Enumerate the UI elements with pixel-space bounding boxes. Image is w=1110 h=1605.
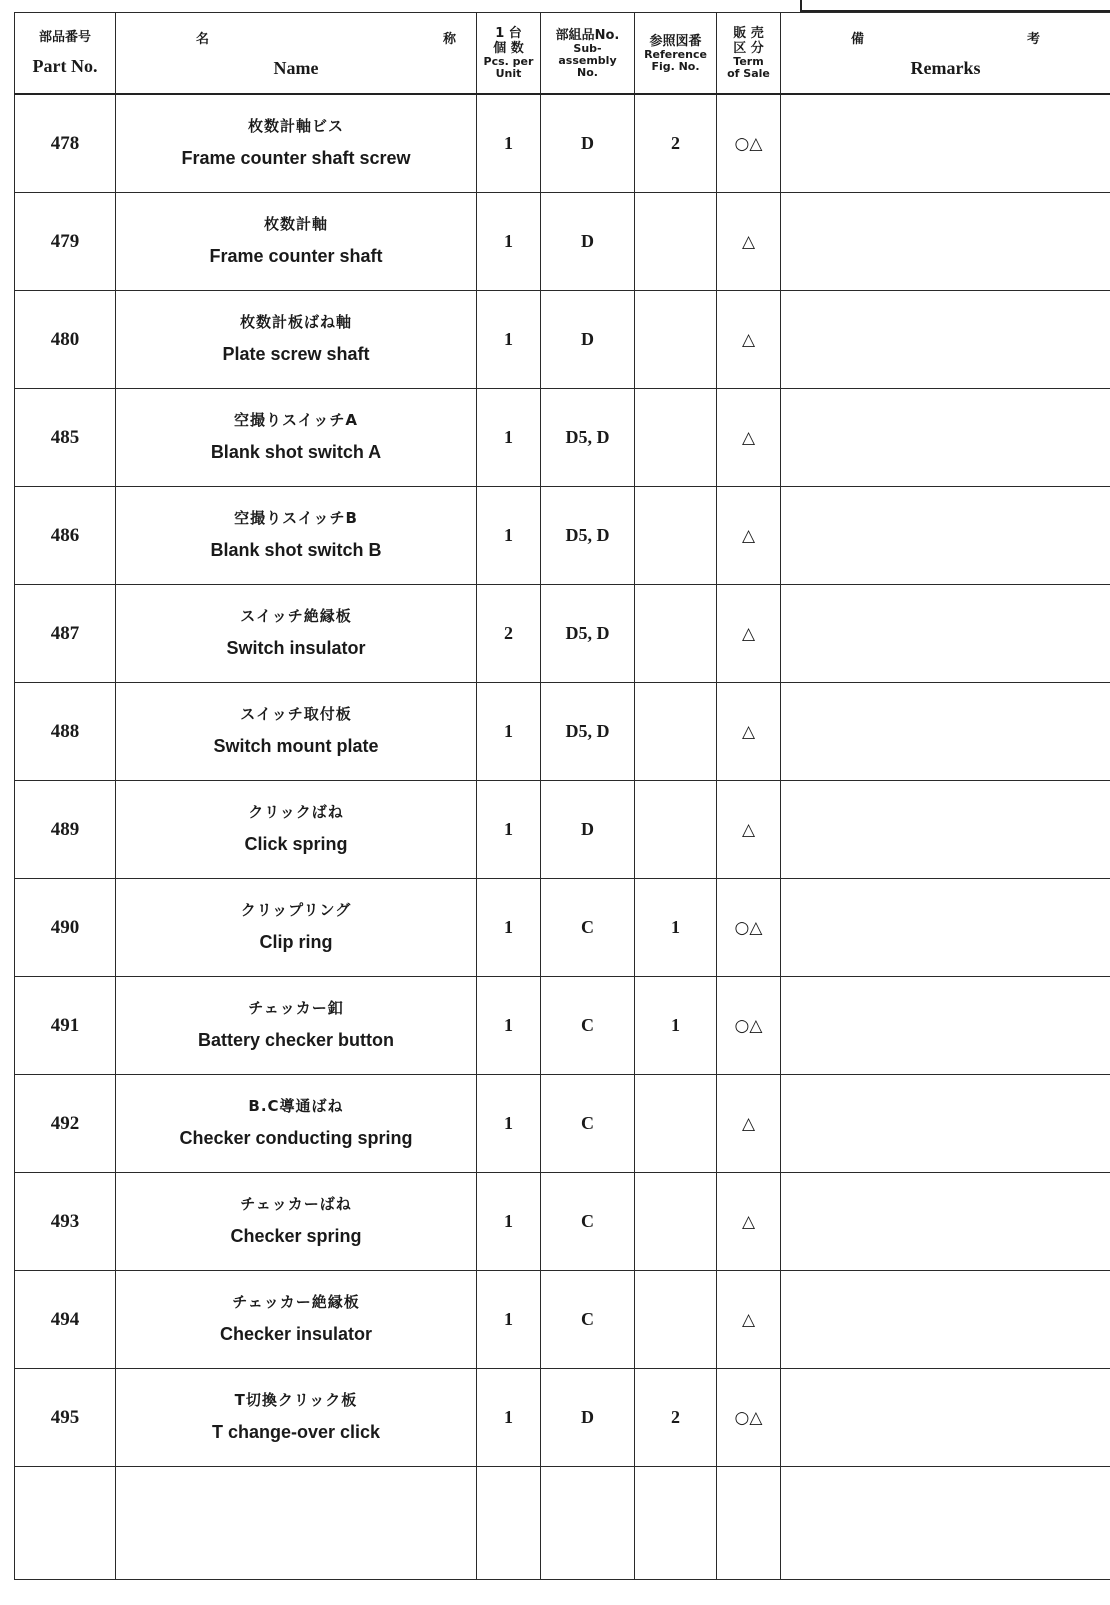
subassembly-cell <box>541 291 635 389</box>
pcs-cell <box>477 879 541 977</box>
pcs-per-unit: 1 <box>504 231 513 251</box>
pcs-per-unit: 1 <box>504 1015 513 1035</box>
part-no: 490 <box>50 916 80 938</box>
name-cell <box>116 193 477 291</box>
pcs-per-unit: 1 <box>504 1211 513 1231</box>
subassembly-cell <box>541 781 635 879</box>
term-of-sale: ○△ <box>734 133 763 154</box>
name-cell <box>116 1369 477 1467</box>
reference-cell <box>635 977 717 1075</box>
pcs-per-unit: 1 <box>504 1309 513 1329</box>
subassembly-no: D <box>581 133 594 153</box>
table-row <box>15 1075 1110 1173</box>
subassembly-no: C <box>581 1015 594 1035</box>
subassembly-no: D <box>581 231 594 251</box>
col-header-reference <box>635 13 717 95</box>
remarks-cell <box>781 389 1110 487</box>
term-of-sale: △ <box>741 721 756 742</box>
part-name-jp: 枚数計軸 <box>263 214 328 233</box>
part-no-cell <box>15 389 116 487</box>
name-header-en: Name <box>273 57 319 78</box>
name-cell <box>116 291 477 389</box>
table-row <box>15 389 1110 487</box>
remarks-cell <box>781 94 1110 193</box>
reference-cell <box>635 879 717 977</box>
table-row <box>15 1271 1110 1369</box>
sub-header-jp: 部組品No. <box>555 27 620 43</box>
parts-table <box>14 12 1110 1580</box>
pcs-per-unit: 1 <box>504 1407 513 1427</box>
reference-cell <box>635 1369 717 1467</box>
pcs-cell <box>477 585 541 683</box>
part-name-en: Frame counter shaft screw <box>181 147 411 168</box>
part-name-jp: T切換クリック板 <box>234 1390 358 1409</box>
reference-cell <box>635 487 717 585</box>
part-no-header-en: Part No. <box>32 55 98 76</box>
col-header-pcs <box>477 13 541 95</box>
subassembly-no: D <box>581 329 594 349</box>
remarks-header-jp-2: 考 <box>1026 31 1040 47</box>
part-no: 488 <box>50 720 80 742</box>
sale-header-jp-2: 区 分 <box>733 41 764 56</box>
part-name-en: Checker insulator <box>219 1323 373 1344</box>
name-cell <box>116 977 477 1075</box>
table-row <box>15 487 1110 585</box>
subassembly-no: D5, D <box>565 721 610 741</box>
subassembly-no: D <box>581 1407 594 1427</box>
term-of-sale-cell <box>717 879 781 977</box>
part-name-en: T change-over click <box>211 1421 381 1442</box>
reference-cell <box>635 1075 717 1173</box>
header-row <box>15 13 1110 95</box>
reference-fig-no: 1 <box>671 917 680 937</box>
term-of-sale-cell <box>717 1075 781 1173</box>
subassembly-no: D <box>581 819 594 839</box>
name-cell <box>116 879 477 977</box>
part-name-en: Blank shot switch A <box>210 441 382 462</box>
term-of-sale: △ <box>741 329 756 350</box>
subassembly-no: C <box>581 1113 594 1133</box>
sale-header-en-1: Term <box>733 55 764 68</box>
pcs-cell <box>477 683 541 781</box>
remarks-cell <box>781 291 1110 389</box>
part-name-en: Blank shot switch B <box>210 539 382 560</box>
table-row <box>15 781 1110 879</box>
name-cell <box>116 585 477 683</box>
pcs-header-en-2: Unit <box>495 67 522 80</box>
name-cell <box>116 94 477 193</box>
reference-cell <box>635 585 717 683</box>
remarks-header-jp <box>781 28 1110 47</box>
remarks-cell <box>781 1369 1110 1467</box>
term-of-sale-cell <box>717 389 781 487</box>
term-of-sale-cell <box>717 585 781 683</box>
term-of-sale: △ <box>741 231 756 252</box>
empty-cell <box>635 1467 717 1580</box>
empty-cell <box>717 1467 781 1580</box>
part-name-jp: 枚数計軸ビス <box>247 116 344 135</box>
term-of-sale-cell <box>717 291 781 389</box>
col-header-remarks <box>781 13 1110 95</box>
part-name-jp: スイッチ取付板 <box>240 704 352 723</box>
term-of-sale-cell <box>717 977 781 1075</box>
name-header-jp <box>116 28 476 47</box>
part-no: 485 <box>50 426 80 448</box>
term-of-sale: ○△ <box>734 1015 763 1036</box>
part-no: 493 <box>50 1210 80 1232</box>
pcs-cell <box>477 1369 541 1467</box>
remarks-cell <box>781 487 1110 585</box>
pcs-cell <box>477 389 541 487</box>
name-cell <box>116 389 477 487</box>
reference-cell <box>635 94 717 193</box>
parts-table-body <box>15 94 1110 1580</box>
remarks-cell <box>781 683 1110 781</box>
name-cell <box>116 683 477 781</box>
col-header-subassembly <box>541 13 635 95</box>
part-no: 478 <box>50 132 80 154</box>
part-no-cell <box>15 487 116 585</box>
remarks-cell <box>781 1075 1110 1173</box>
subassembly-no: C <box>581 1211 594 1231</box>
subassembly-cell <box>541 585 635 683</box>
remarks-header-jp-1: 備 <box>851 31 865 47</box>
empty-cell <box>541 1467 635 1580</box>
pcs-per-unit: 1 <box>504 329 513 349</box>
part-name-en: Checker conducting spring <box>179 1127 413 1148</box>
subassembly-no: D5, D <box>565 427 610 447</box>
part-name-jp: 空撮りスイッチA <box>233 410 358 429</box>
pcs-cell <box>477 1173 541 1271</box>
empty-cell <box>116 1467 477 1580</box>
subassembly-cell <box>541 879 635 977</box>
reference-fig-no: 1 <box>671 1015 680 1035</box>
term-of-sale-cell <box>717 781 781 879</box>
name-cell <box>116 1075 477 1173</box>
empty-cell <box>781 1467 1110 1580</box>
ref-header-en-1: Reference <box>644 47 707 61</box>
part-name-en: Click spring <box>244 833 348 854</box>
part-name-jp: クリップリング <box>240 900 352 919</box>
table-row <box>15 1369 1110 1467</box>
part-name-en: Battery checker button <box>197 1029 395 1050</box>
part-no-cell <box>15 879 116 977</box>
part-no-cell <box>15 1369 116 1467</box>
reference-cell <box>635 291 717 389</box>
col-header-part-no <box>15 13 116 95</box>
empty-cell <box>15 1467 116 1580</box>
part-no: 486 <box>50 524 80 546</box>
sale-header-jp-1: 販 売 <box>733 26 764 41</box>
term-of-sale-cell <box>717 1369 781 1467</box>
pcs-cell <box>477 291 541 389</box>
part-no: 492 <box>50 1112 80 1134</box>
table-row <box>15 879 1110 977</box>
reference-fig-no: 2 <box>671 1407 680 1427</box>
ref-header-en-2: Fig. No. <box>651 59 700 73</box>
remarks-header-en: Remarks <box>910 57 981 78</box>
remarks-cell <box>781 977 1110 1075</box>
part-no-cell <box>15 781 116 879</box>
subassembly-no: D5, D <box>565 525 610 545</box>
subassembly-cell <box>541 977 635 1075</box>
part-no: 480 <box>50 328 80 350</box>
remarks-cell <box>781 585 1110 683</box>
pcs-header-jp-1: 1 台 <box>495 26 522 41</box>
sub-header-en-3: No. <box>577 65 598 79</box>
remarks-cell <box>781 879 1110 977</box>
pcs-cell <box>477 1075 541 1173</box>
pcs-per-unit: 1 <box>504 917 513 937</box>
term-of-sale: ○△ <box>734 917 763 938</box>
pcs-cell <box>477 977 541 1075</box>
pcs-per-unit: 1 <box>504 721 513 741</box>
reference-cell <box>635 1271 717 1369</box>
pcs-cell <box>477 781 541 879</box>
term-of-sale-cell <box>717 683 781 781</box>
pcs-header-jp-2: 個 数 <box>493 41 524 56</box>
part-name-en: Checker spring <box>230 1225 362 1246</box>
sub-header-en-1: Sub- <box>573 41 602 55</box>
part-no-header-jp: 部品番号 <box>38 29 91 45</box>
pcs-header-en-1: Pcs. per <box>483 55 534 68</box>
term-of-sale: △ <box>741 1309 756 1330</box>
reference-cell <box>635 1173 717 1271</box>
name-cell <box>116 781 477 879</box>
term-of-sale-cell <box>717 487 781 585</box>
remarks-cell <box>781 193 1110 291</box>
subassembly-cell <box>541 487 635 585</box>
part-no-cell <box>15 1173 116 1271</box>
pcs-per-unit: 1 <box>504 133 513 153</box>
name-cell <box>116 487 477 585</box>
part-name-jp: 空撮りスイッチB <box>234 508 358 527</box>
term-of-sale: △ <box>741 1113 756 1134</box>
part-name-jp: チェッカー絶縁板 <box>232 1292 360 1311</box>
part-name-jp: チェッカー釦 <box>248 998 344 1017</box>
sub-header-en-2: assembly <box>558 53 617 67</box>
term-of-sale: △ <box>741 819 756 840</box>
term-of-sale-cell <box>717 1173 781 1271</box>
part-name-en: Frame counter shaft <box>209 245 383 266</box>
table-row <box>15 291 1110 389</box>
part-no: 494 <box>50 1308 80 1330</box>
reference-cell <box>635 389 717 487</box>
name-cell <box>116 1173 477 1271</box>
table-row <box>15 585 1110 683</box>
remarks-cell <box>781 781 1110 879</box>
subassembly-no: D5, D <box>565 623 610 643</box>
part-no-cell <box>15 1075 116 1173</box>
subassembly-cell <box>541 193 635 291</box>
term-of-sale: ○△ <box>734 1407 763 1428</box>
pcs-per-unit: 1 <box>504 525 513 545</box>
part-name-jp: 枚数計板ばね軸 <box>239 312 352 331</box>
part-no-cell <box>15 585 116 683</box>
term-of-sale: △ <box>741 623 756 644</box>
name-cell <box>116 1271 477 1369</box>
part-no: 491 <box>50 1014 80 1036</box>
pcs-cell <box>477 94 541 193</box>
pcs-cell <box>477 487 541 585</box>
subassembly-cell <box>541 1369 635 1467</box>
term-of-sale-cell <box>717 193 781 291</box>
name-header-jp-1: 名 <box>196 31 210 47</box>
part-name-en: Plate screw shaft <box>222 343 370 364</box>
col-header-name <box>116 13 477 95</box>
remarks-cell <box>781 1271 1110 1369</box>
pcs-per-unit: 1 <box>504 427 513 447</box>
part-no: 495 <box>50 1406 80 1428</box>
pcs-per-unit: 1 <box>504 1113 513 1133</box>
part-no-cell <box>15 94 116 193</box>
name-header-jp-2: 称 <box>442 31 456 47</box>
reference-cell <box>635 193 717 291</box>
part-no: 487 <box>50 622 80 644</box>
part-name-en: Switch insulator <box>226 637 366 658</box>
term-of-sale-cell <box>717 94 781 193</box>
ref-header-jp: 参照図番 <box>649 33 702 49</box>
term-of-sale: △ <box>741 427 756 448</box>
remarks-cell <box>781 1173 1110 1271</box>
empty-table-row <box>15 1467 1110 1580</box>
term-of-sale: △ <box>741 525 756 546</box>
subassembly-cell <box>541 1173 635 1271</box>
part-no-cell <box>15 977 116 1075</box>
reference-fig-no: 2 <box>671 133 680 153</box>
subassembly-cell <box>541 1075 635 1173</box>
part-no-cell <box>15 291 116 389</box>
term-of-sale: △ <box>741 1211 756 1232</box>
reference-cell <box>635 683 717 781</box>
pcs-per-unit: 1 <box>504 819 513 839</box>
table-row <box>15 193 1110 291</box>
pcs-cell <box>477 1271 541 1369</box>
subassembly-cell <box>541 1271 635 1369</box>
subassembly-no: C <box>581 1309 594 1329</box>
top-tab-frame <box>800 0 1110 12</box>
part-name-en: Switch mount plate <box>213 735 379 756</box>
subassembly-no: C <box>581 917 594 937</box>
part-name-jp: クリックばね <box>248 802 344 821</box>
part-name-jp: スイッチ絶縁板 <box>240 606 352 625</box>
pcs-per-unit: 2 <box>504 623 513 643</box>
part-name-en: Clip ring <box>259 931 333 952</box>
part-no: 489 <box>50 818 80 840</box>
pcs-cell <box>477 193 541 291</box>
empty-cell <box>477 1467 541 1580</box>
subassembly-cell <box>541 683 635 781</box>
reference-cell <box>635 781 717 879</box>
part-no: 479 <box>50 230 80 252</box>
part-name-jp: チェッカーばね <box>240 1194 352 1213</box>
table-row <box>15 977 1110 1075</box>
col-header-term-of-sale <box>717 13 781 95</box>
part-no-cell <box>15 1271 116 1369</box>
subassembly-cell <box>541 94 635 193</box>
table-row <box>15 683 1110 781</box>
subassembly-cell <box>541 389 635 487</box>
sale-header-en-2: of Sale <box>727 67 770 80</box>
term-of-sale-cell <box>717 1271 781 1369</box>
table-row <box>15 94 1110 193</box>
part-no-cell <box>15 683 116 781</box>
table-row <box>15 1173 1110 1271</box>
part-name-jp: B.C導通ばね <box>248 1096 344 1115</box>
part-no-cell <box>15 193 116 291</box>
